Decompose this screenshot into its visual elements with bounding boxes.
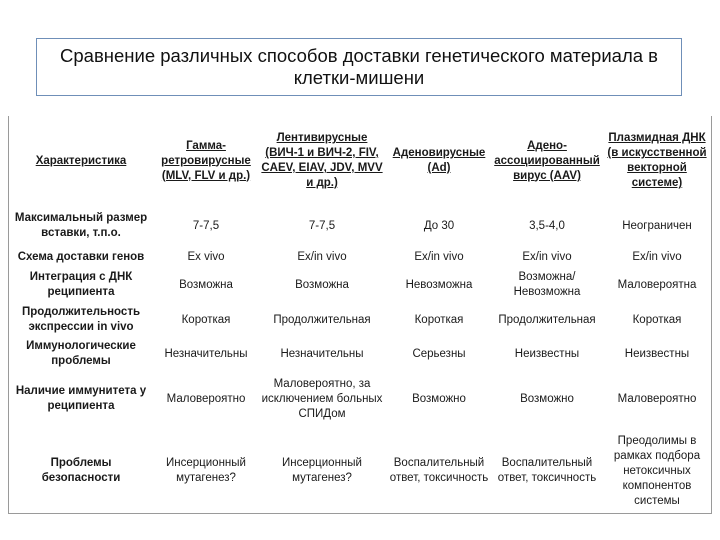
table-row	[8, 206, 712, 246]
table-cell: Неизвестны	[514, 347, 580, 360]
table-cell: Инсерционный мутагенез?	[282, 457, 362, 484]
row-label: Продолжительность экспрессии in vivo	[21, 306, 141, 333]
table-cell: Маловероятно	[617, 392, 697, 405]
table-right-border	[711, 116, 712, 514]
table-cell: Ex/in vivo	[522, 250, 572, 263]
comparison-table-grid	[8, 116, 712, 514]
table-row	[8, 370, 712, 428]
row-label: Наличие иммунитета у реципиента	[15, 385, 147, 412]
row-label: Проблемы безопасности	[41, 457, 121, 484]
table-cell: Короткая	[181, 313, 231, 326]
table-cell: Возможно	[520, 392, 574, 405]
table-cell: Возможна/ Невозможна	[513, 271, 581, 298]
table-cell: Ex vivo	[187, 250, 225, 263]
header-characteristic: Характеристика	[35, 154, 127, 167]
table-cell: До 30	[423, 219, 455, 232]
table-cell: Незначительны	[280, 347, 364, 360]
table-cell: Маловероятно, за исключением больных СПИДом	[261, 377, 383, 420]
table-cell: Короткая	[414, 313, 464, 326]
header-gamma-retroviral: Гамма-ретровирусные (MLV, FLV и др.)	[161, 139, 251, 182]
row-label: Схема доставки генов	[17, 250, 145, 263]
row-label: Иммунологические проблемы	[26, 340, 136, 367]
table-cell: Маловероятно	[166, 392, 246, 405]
table-cell: Незначительны	[164, 347, 248, 360]
row-label: Максимальный размер вставки, т.п.о.	[14, 212, 148, 239]
table-cell: 3,5-4,0	[529, 219, 565, 232]
table-cell: Инсерционный мутагенез?	[166, 457, 246, 484]
header-plasmid: Плазмидная ДНК (в искусственной векторной системе)	[607, 132, 707, 189]
table-cell: Возможна	[179, 278, 233, 291]
slide-title: Сравнение различных способов доставки генетического материала в клетки-мишени	[60, 45, 658, 88]
header-aav: Адено-ассоциированный вирус (AAV)	[494, 139, 600, 182]
table-cell: Возможна	[295, 278, 349, 291]
table-row	[8, 338, 712, 370]
table-left-border	[8, 116, 9, 514]
table-row	[8, 302, 712, 338]
table-cell: Невозможна	[405, 278, 473, 291]
table-cell: Маловероятна	[617, 278, 697, 291]
table-cell: Преодолимы в рамках подбора нетоксичных компонентов системы	[613, 434, 701, 507]
table-cell: 7-7,5	[308, 219, 336, 232]
row-label: Интеграция с ДНК реципиента	[29, 271, 133, 298]
table-row	[8, 268, 712, 302]
table-row	[8, 246, 712, 268]
header-adenoviral: Аденовирусные (Ad)	[392, 147, 486, 174]
comparison-table	[8, 116, 712, 514]
header-row	[8, 116, 712, 206]
table-cell: Продолжительная	[273, 313, 371, 326]
table-cell: Ex/in vivo	[297, 250, 347, 263]
table-cell: Воспалительный ответ, токсичность	[497, 457, 597, 484]
table-cell: Воспалительный ответ, токсичность	[389, 457, 489, 484]
table-cell: Ex/in vivo	[632, 250, 682, 263]
title-box	[36, 38, 682, 96]
table-cell: Неограничен	[622, 219, 692, 232]
table-cell: Короткая	[632, 313, 682, 326]
table-cell: Серьезны	[412, 347, 466, 360]
table-cell: Ex/in vivo	[414, 250, 464, 263]
table-row	[8, 428, 712, 514]
table-cell: Продолжительная	[498, 313, 596, 326]
table-cell: Неизвестны	[624, 347, 690, 360]
table-cell: Возможно	[412, 392, 466, 405]
table-cell: 7-7,5	[192, 219, 220, 232]
table-bottom-border	[8, 513, 712, 514]
header-lentiviral: Лентивирусные (ВИЧ-1 и ВИЧ-2, FIV, CAEV, EIAV, JDV, MVV и др.)	[261, 132, 383, 189]
